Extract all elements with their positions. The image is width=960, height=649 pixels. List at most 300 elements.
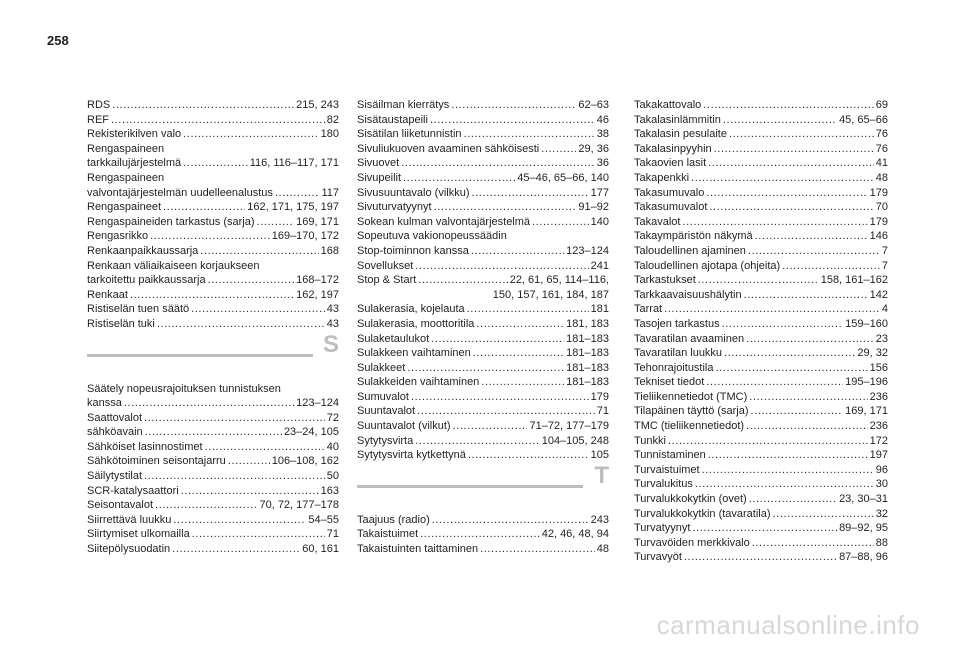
entry-pages: 104–105, 248 [541, 434, 609, 447]
entry-term: REF [87, 113, 109, 126]
entry-term: Tehonrajoitustila [634, 361, 714, 374]
entry-term: Tunkki [634, 434, 666, 447]
entry-pages: 236 [869, 420, 888, 433]
index-entry [634, 302, 888, 317]
entry-pages: 32 [875, 507, 888, 520]
dot-leader [752, 536, 874, 551]
entry-line [357, 98, 609, 113]
dot-leader [181, 484, 319, 499]
index-entry [634, 229, 888, 244]
entry-term: Sulakerasia, kojelauta [357, 303, 465, 316]
dot-leader [407, 361, 564, 376]
dot-leader [471, 244, 564, 259]
entry-line [357, 434, 609, 449]
dot-leader [468, 448, 589, 463]
entry-pages: 29, 36 [578, 142, 609, 155]
entry-line [634, 98, 888, 113]
index-entry [357, 361, 609, 376]
entry-term: Tilapäinen täyttö (sarja) [634, 405, 749, 418]
entry-term: Sisätilan liiketunnistin [357, 128, 462, 141]
entry-pages: 181–183 [566, 332, 609, 345]
entry-pages: 88 [875, 536, 888, 549]
index-entry [87, 302, 339, 317]
entry-term: Sytytysvirta [357, 434, 414, 447]
entry-pages: 181, 183 [566, 317, 609, 330]
entry-term: Saattovalot [87, 411, 143, 424]
index-entry [87, 513, 339, 528]
entry-line [357, 448, 609, 463]
entry-line [634, 361, 888, 376]
index-entry [357, 171, 609, 186]
dot-leader [782, 259, 880, 274]
entry-term: Takaympäristön näkymä [634, 230, 753, 243]
entry-pages: 62–63 [578, 99, 609, 111]
entry-term: Taloudellinen ajaminen [634, 244, 746, 257]
entry-line [634, 113, 888, 128]
index-entry [634, 317, 888, 332]
index-entry [634, 550, 888, 565]
entry-pages: 46 [596, 113, 609, 126]
entry-pages: 72 [326, 411, 339, 424]
dot-leader [130, 288, 294, 303]
index-entry [87, 142, 339, 171]
dot-leader [257, 215, 295, 230]
dot-leader [191, 302, 325, 317]
entry-line [634, 375, 888, 390]
entry-pages: 181–183 [566, 347, 609, 360]
index-entry [87, 469, 339, 484]
index-entry [634, 186, 888, 201]
entry-term: Siirrettävä luukku [87, 513, 172, 526]
dot-leader [702, 463, 874, 478]
entry-line [634, 434, 888, 449]
entry-term: Sulakkeiden vaihtaminen [357, 376, 480, 389]
index-entry [87, 382, 339, 411]
dot-leader [417, 404, 595, 419]
dot-leader [691, 171, 874, 186]
entry-line [634, 288, 888, 303]
entry-pages: 181–183 [566, 376, 609, 389]
entry-term: Sytytysvirta kytkettynä [357, 449, 466, 462]
section-header [357, 461, 609, 499]
entry-pages: 70 [875, 201, 888, 214]
dot-leader [664, 302, 880, 317]
entry-term: Sisäilman kierrätys [357, 99, 450, 111]
entry-line [634, 448, 888, 463]
dot-leader [724, 346, 855, 361]
entry-term: Sulakkeen vaihtaminen [357, 347, 471, 360]
entry-line [357, 259, 609, 274]
dot-leader [476, 317, 564, 332]
dot-leader [155, 498, 257, 513]
entry-line [634, 404, 888, 419]
dot-leader [541, 142, 576, 157]
entry-term: Turvavyöt [634, 551, 682, 564]
dot-leader [749, 390, 867, 405]
entry-line [634, 156, 888, 171]
entry-pages: 162, 197 [296, 288, 339, 301]
entry-line [87, 498, 339, 513]
entry-term: Tarkkaavaisuushälytin [634, 288, 742, 301]
entry-line [357, 332, 609, 347]
dot-leader [708, 156, 874, 171]
entry-line [357, 186, 609, 201]
entry-term: Sulaketaulukot [357, 332, 430, 345]
index-entry [634, 156, 888, 171]
entry-line [87, 127, 339, 142]
entry-term: Sokean kulman valvontajärjestelmä [357, 215, 531, 228]
dot-leader [205, 440, 325, 455]
entry-line [634, 521, 888, 536]
dot-leader [751, 404, 844, 419]
dot-leader [722, 317, 844, 332]
entry-line [357, 273, 609, 288]
entry-line [634, 507, 888, 522]
entry-term: Stop & Start [357, 274, 417, 287]
index-entry [357, 200, 609, 215]
entry-pages-continued: 150, 157, 161, 184, 187 [492, 288, 609, 301]
entry-line [357, 513, 609, 528]
section-divider [87, 354, 313, 357]
entry-pages: 169, 171 [296, 215, 339, 228]
entry-pages: 7 [881, 244, 888, 257]
index-entry [634, 142, 888, 157]
entry-term: Tieliikennetiedot (TMC) [634, 390, 748, 403]
entry-pages: 91–92 [578, 201, 609, 214]
entry-text-line: Sopeutuva vakionopeussäädin [357, 230, 507, 243]
dot-leader [746, 332, 874, 347]
entry-term: Turvavöiden merkkivalo [634, 536, 750, 549]
entry-pages: 60, 161 [302, 543, 339, 556]
entry-line [634, 317, 888, 332]
dot-leader [453, 419, 528, 434]
section-header [87, 330, 339, 368]
entry-line [634, 332, 888, 347]
dot-leader [173, 513, 306, 528]
dot-leader [532, 215, 589, 230]
entry-line [87, 113, 339, 128]
dot-leader [420, 527, 540, 542]
entry-line [87, 229, 339, 244]
entry-term: Seisontavalot [87, 499, 154, 512]
entry-line [87, 317, 339, 332]
entry-term: Takalasinpyyhin [634, 142, 712, 155]
dot-leader [431, 332, 564, 347]
page-number: 258 [47, 33, 69, 48]
entry-pages: 71–72, 177–179 [529, 420, 609, 433]
entry-pages: 158, 161–162 [820, 274, 888, 287]
index-entry [357, 434, 609, 449]
entry-pages: 70, 72, 177–178 [259, 499, 339, 512]
entry-line [357, 375, 609, 390]
dot-leader [708, 448, 868, 463]
dot-leader [415, 259, 588, 274]
entry-line [87, 288, 339, 303]
entry-term: Takavalot [634, 215, 681, 228]
dot-leader [729, 127, 874, 142]
entry-line [634, 127, 888, 142]
index-entry [634, 346, 888, 361]
entry-pages: 236 [869, 390, 888, 403]
index-entry [634, 244, 888, 259]
index-entry [87, 127, 339, 142]
dot-leader [157, 317, 325, 332]
dot-leader [112, 98, 294, 113]
index-entry [634, 200, 888, 215]
entry-line [357, 200, 609, 215]
entry-term: Rengaspaineet [87, 201, 162, 214]
entry-term: Tunnistaminen [634, 449, 706, 462]
entry-line [634, 419, 888, 434]
entry-term: Tasojen tarkastus [634, 317, 720, 330]
dot-leader [723, 113, 837, 128]
entry-term: Sähkötoiminen seisontajarru [87, 455, 226, 468]
entry-line [357, 215, 609, 230]
entry-line [87, 200, 339, 215]
entry-pages: 71 [326, 528, 339, 541]
entry-pages: 169, 171 [845, 405, 888, 418]
dot-leader [464, 127, 595, 142]
entry-term: Taloudellinen ajotapa (ohjeita) [634, 259, 781, 272]
index-entry [357, 513, 609, 528]
entry-pages: 179 [869, 186, 888, 199]
index-entry [634, 404, 888, 419]
entry-pages: 169–170, 172 [271, 230, 339, 243]
entry-term: Turvalukitus [634, 478, 693, 491]
index-entry [634, 477, 888, 492]
index-entry [357, 142, 609, 157]
dot-leader [150, 229, 270, 244]
entry-term: Takakattovalo [634, 99, 702, 111]
entry-line [634, 463, 888, 478]
entry-term: TMC (tieliikennetiedot) [634, 420, 745, 433]
entry-pages: 76 [875, 128, 888, 141]
entry-term: Rekisterikilven valo [87, 128, 182, 141]
entry-term: Sivuovet [357, 157, 400, 170]
index-entry [357, 215, 609, 230]
entry-pages: 215, 243 [296, 99, 339, 111]
dot-leader [144, 469, 325, 484]
entry-term: Rengasrikko [87, 230, 149, 243]
index-entry [87, 229, 339, 244]
entry-pages: 43 [326, 317, 339, 330]
entry-term: Takalasinlämmitin [634, 113, 721, 126]
dot-leader [163, 200, 245, 215]
index-entry [87, 244, 339, 259]
entry-pages: 69 [875, 99, 888, 111]
index-entry [634, 492, 888, 507]
index-entry [357, 346, 609, 361]
entry-line [634, 200, 888, 215]
entry-pages: 36 [596, 157, 609, 170]
entry-pages: 181 [590, 303, 609, 316]
dot-leader [111, 113, 325, 128]
entry-pages: 168–172 [296, 274, 339, 287]
entry-line [634, 244, 888, 259]
index-entry [357, 542, 609, 557]
dot-leader [192, 527, 325, 542]
dot-leader [183, 156, 248, 171]
entry-pages: 23 [875, 332, 888, 345]
dot-leader [716, 361, 868, 376]
index-entry [87, 98, 339, 113]
index-entry [87, 215, 339, 230]
dot-leader [481, 375, 564, 390]
entry-term: Sovellukset [357, 259, 414, 272]
entry-line [87, 244, 339, 259]
index-entry [634, 215, 888, 230]
entry-line [357, 527, 609, 542]
entry-pages: 162, 171, 175, 197 [247, 201, 339, 214]
entry-term: Säilytystilat [87, 470, 143, 483]
entry-line [634, 273, 888, 288]
entry-pages: 177 [590, 186, 609, 199]
entry-term: Tavaratilan avaaminen [634, 332, 745, 345]
dot-leader [706, 375, 843, 390]
index-entry [87, 317, 339, 332]
entry-term: SCR-katalysaattori [87, 484, 179, 497]
entry-term: Sulakkeet [357, 361, 406, 374]
entry-line [357, 346, 609, 361]
entry-term: Sivupeilit [357, 171, 402, 184]
entry-pages: 4 [881, 303, 888, 316]
entry-line [87, 542, 339, 557]
entry-pages: 29, 32 [857, 347, 888, 360]
dot-leader [124, 396, 294, 411]
entry-line [87, 215, 339, 230]
entry-line [87, 513, 339, 528]
entry-term: Renkaat [87, 288, 128, 301]
dot-leader [773, 507, 874, 522]
entry-line [87, 469, 339, 484]
entry-term: Sumuvalot [357, 390, 409, 403]
index-entry [357, 527, 609, 542]
index-column-2 [357, 98, 609, 557]
dot-leader [411, 390, 589, 405]
entry-term: sähköavain [87, 426, 143, 439]
entry-term: Takaistuimet [357, 528, 419, 541]
dot-leader [145, 425, 282, 440]
entry-pages: 23–24, 105 [283, 426, 339, 439]
entry-line [357, 171, 609, 186]
entry-pages: 105 [590, 449, 609, 462]
index-entry [634, 361, 888, 376]
entry-term: Ristiselän tuen säätö [87, 303, 190, 316]
entry-term: Tekniset tiedot [634, 376, 705, 389]
entry-term: RDS [87, 99, 111, 111]
entry-term: Turvalukkokytkin (ovet) [634, 493, 747, 506]
entry-line [87, 156, 339, 171]
entry-term: tarkkailujärjestelmä [87, 157, 182, 170]
dot-leader [706, 186, 867, 201]
index-entry [87, 498, 339, 513]
index-entry [87, 200, 339, 215]
entry-pages: 168 [320, 244, 339, 257]
entry-term: Tarrat [634, 303, 663, 316]
entry-pages: 96 [875, 463, 888, 476]
index-entry [357, 302, 609, 317]
entry-term: Takalasin pesulaite [634, 128, 727, 141]
entry-pages: 7 [881, 259, 888, 272]
dot-leader [744, 288, 868, 303]
index-entry [634, 390, 888, 405]
dot-leader [748, 244, 880, 259]
entry-pages: 30 [875, 478, 888, 491]
index-entry [87, 411, 339, 426]
dot-leader [467, 302, 589, 317]
entry-term: Siitepölysuodatin [87, 543, 171, 556]
index-entry [634, 375, 888, 390]
entry-pages: 43 [326, 303, 339, 316]
entry-pages: 45–46, 65–66, 140 [517, 171, 609, 184]
entry-pages: 197 [869, 449, 888, 462]
entry-pages: 195–196 [845, 376, 888, 389]
index-entry [87, 454, 339, 469]
entry-term: Sulakerasia, moottoritila [357, 317, 475, 330]
entry-pages: 179 [869, 215, 888, 228]
index-entry [634, 521, 888, 536]
entry-term: Suuntavalot (vilkut) [357, 420, 451, 433]
entry-line [87, 98, 339, 113]
dot-leader [698, 273, 819, 288]
watermark: carmanualsonline.info [656, 610, 920, 640]
entry-line [87, 186, 339, 201]
entry-pages: 22, 61, 65, 114–116, [509, 274, 609, 287]
index-entry [87, 113, 339, 128]
index-entry [634, 419, 888, 434]
entry-term: Takaovien lasit [634, 157, 707, 170]
entry-term: Tavaratilan luukku [634, 347, 723, 360]
entry-line [87, 425, 339, 440]
entry-term: Turvatyynyt [634, 522, 691, 535]
index-entry [634, 273, 888, 288]
entry-term: Rengaspaineiden tarkastus (sarja) [87, 215, 255, 228]
entry-line [634, 550, 888, 565]
entry-text-line: Renkaan väliaikaiseen korjaukseen [87, 259, 260, 272]
entry-line [357, 127, 609, 142]
index-entry [634, 113, 888, 128]
dot-leader [746, 419, 868, 434]
index-entry [357, 98, 609, 113]
index-entry [357, 419, 609, 434]
dot-leader [684, 550, 837, 565]
entry-text-line: Rengaspaineen [87, 142, 165, 155]
dot-leader [714, 142, 874, 157]
index-column-1 [87, 98, 339, 557]
index-entry [357, 127, 609, 142]
entry-line [634, 346, 888, 361]
index-entry [357, 259, 609, 274]
index-entry [87, 171, 339, 200]
dot-leader [473, 346, 564, 361]
index-entry [634, 171, 888, 186]
entry-pages: 45, 65–66 [839, 113, 888, 126]
entry-pages: 38 [596, 128, 609, 141]
entry-line [634, 390, 888, 405]
index-entry [357, 229, 609, 258]
index-entry [357, 273, 609, 302]
index-entry [357, 404, 609, 419]
dot-leader [418, 273, 507, 288]
entry-pages: 71 [596, 405, 609, 418]
entry-term: Siirtymiset ulkomailla [87, 528, 190, 541]
index-entry [357, 332, 609, 347]
entry-pages: 50 [326, 470, 339, 483]
entry-line [87, 484, 339, 499]
entry-line [634, 229, 888, 244]
entry-line [357, 419, 609, 434]
entry-pages: 87–88, 96 [839, 551, 888, 564]
